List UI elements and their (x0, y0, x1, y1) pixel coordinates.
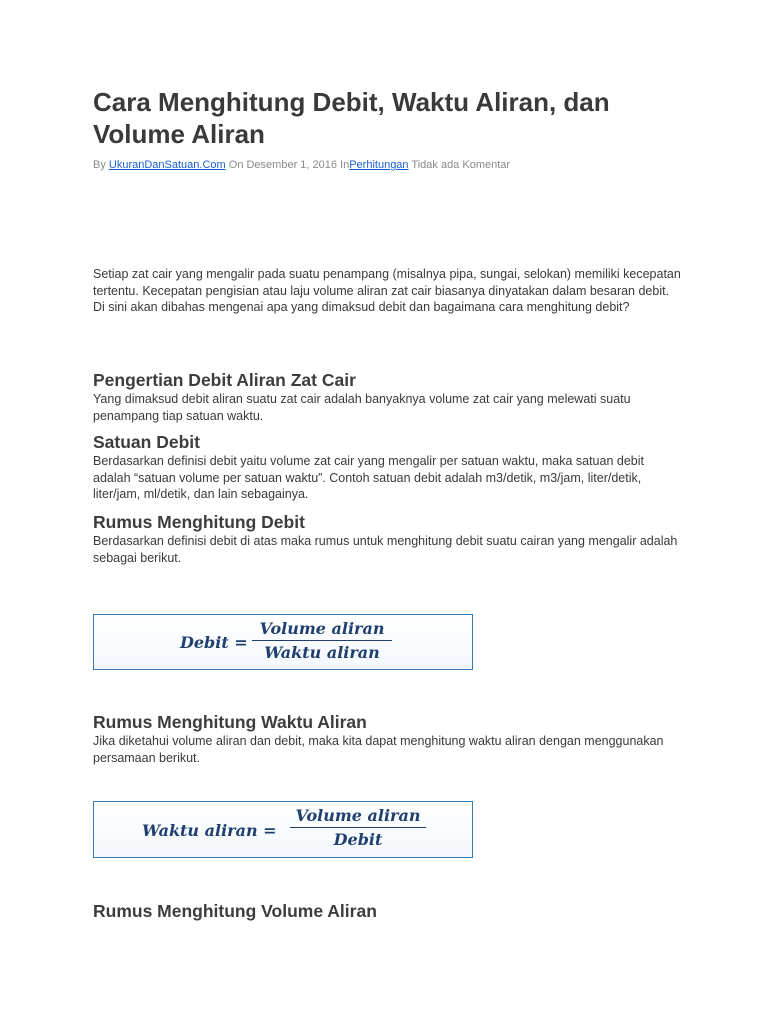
formula-lhs: Debit = (180, 633, 248, 652)
paragraph-satuan-debit: Berdasarkan definisi debit yaitu volume zat cair yang mengalir per satuan waktu, maka satuan debit adalah “satuan volume per satuan waktu”. Contoh satuan debit adalah m3/detik, m3/jam, liter/detik, liter/jam, ml/detik, dan lain sebagainya. (93, 454, 644, 501)
heading-pengertian-debit: Pengertian Debit Aliran Zat Cair (93, 370, 356, 390)
heading-rumus-debit: Rumus Menghitung Debit (93, 512, 305, 532)
paragraph-rumus-debit: Berdasarkan definisi debit di atas maka rumus untuk menghitung debit suatu cairan yang mengalir adalah sebagai berikut. (93, 534, 678, 565)
formula-numerator: Volume aliran (259, 619, 385, 638)
heading-rumus-volume-aliran: Rumus Menghitung Volume Aliran (93, 901, 377, 921)
formula-fraction (290, 806, 426, 849)
author-link[interactable]: UkuranDanSatuan.Com (108, 159, 226, 171)
formula-numerator: Volume aliran (295, 806, 421, 825)
category-link[interactable]: Perhitungan (349, 159, 409, 171)
intro-paragraph: Setiap zat cair yang mengalir pada suatu penampang (misalnya pipa, sungai, selokan) memiliki kecepatan tertentu. Kecepatan pengisian atau laju volume aliran zat cair biasanya dinyatakan dalam besaran debit. Di sini akan dibahas mengenai apa yang dimaksud debit dan bagaimana cara menghitung debit? (93, 267, 681, 314)
byline-date: On Desember 1, 2016 In (225, 159, 350, 171)
formula-fraction (252, 619, 392, 662)
comments-count: Tidak ada Komentar (408, 159, 511, 171)
paragraph-rumus-waktu-aliran: Jika diketahui volume aliran dan debit, maka kita dapat menghitung waktu aliran dengan menggunakan persamaan berikut. (93, 734, 664, 765)
page-title: Cara Menghitung Debit, Waktu Aliran, dan Volume Aliran (93, 87, 610, 149)
byline (93, 159, 713, 171)
heading-rumus-waktu-aliran: Rumus Menghitung Waktu Aliran (93, 712, 367, 732)
heading-satuan-debit: Satuan Debit (93, 432, 200, 452)
formula-denominator: Debit (333, 830, 383, 849)
formula-lhs: Waktu aliran = (142, 821, 277, 840)
paragraph-pengertian-debit: Yang dimaksud debit aliran suatu zat cair adalah banyaknya volume zat cair yang melewati suatu penampang tiap satuan waktu. (93, 392, 631, 423)
waktu-aliran-formula (93, 801, 473, 858)
formula-denominator: Waktu aliran (264, 643, 380, 662)
byline-by: By (93, 159, 109, 171)
debit-formula (93, 614, 473, 670)
